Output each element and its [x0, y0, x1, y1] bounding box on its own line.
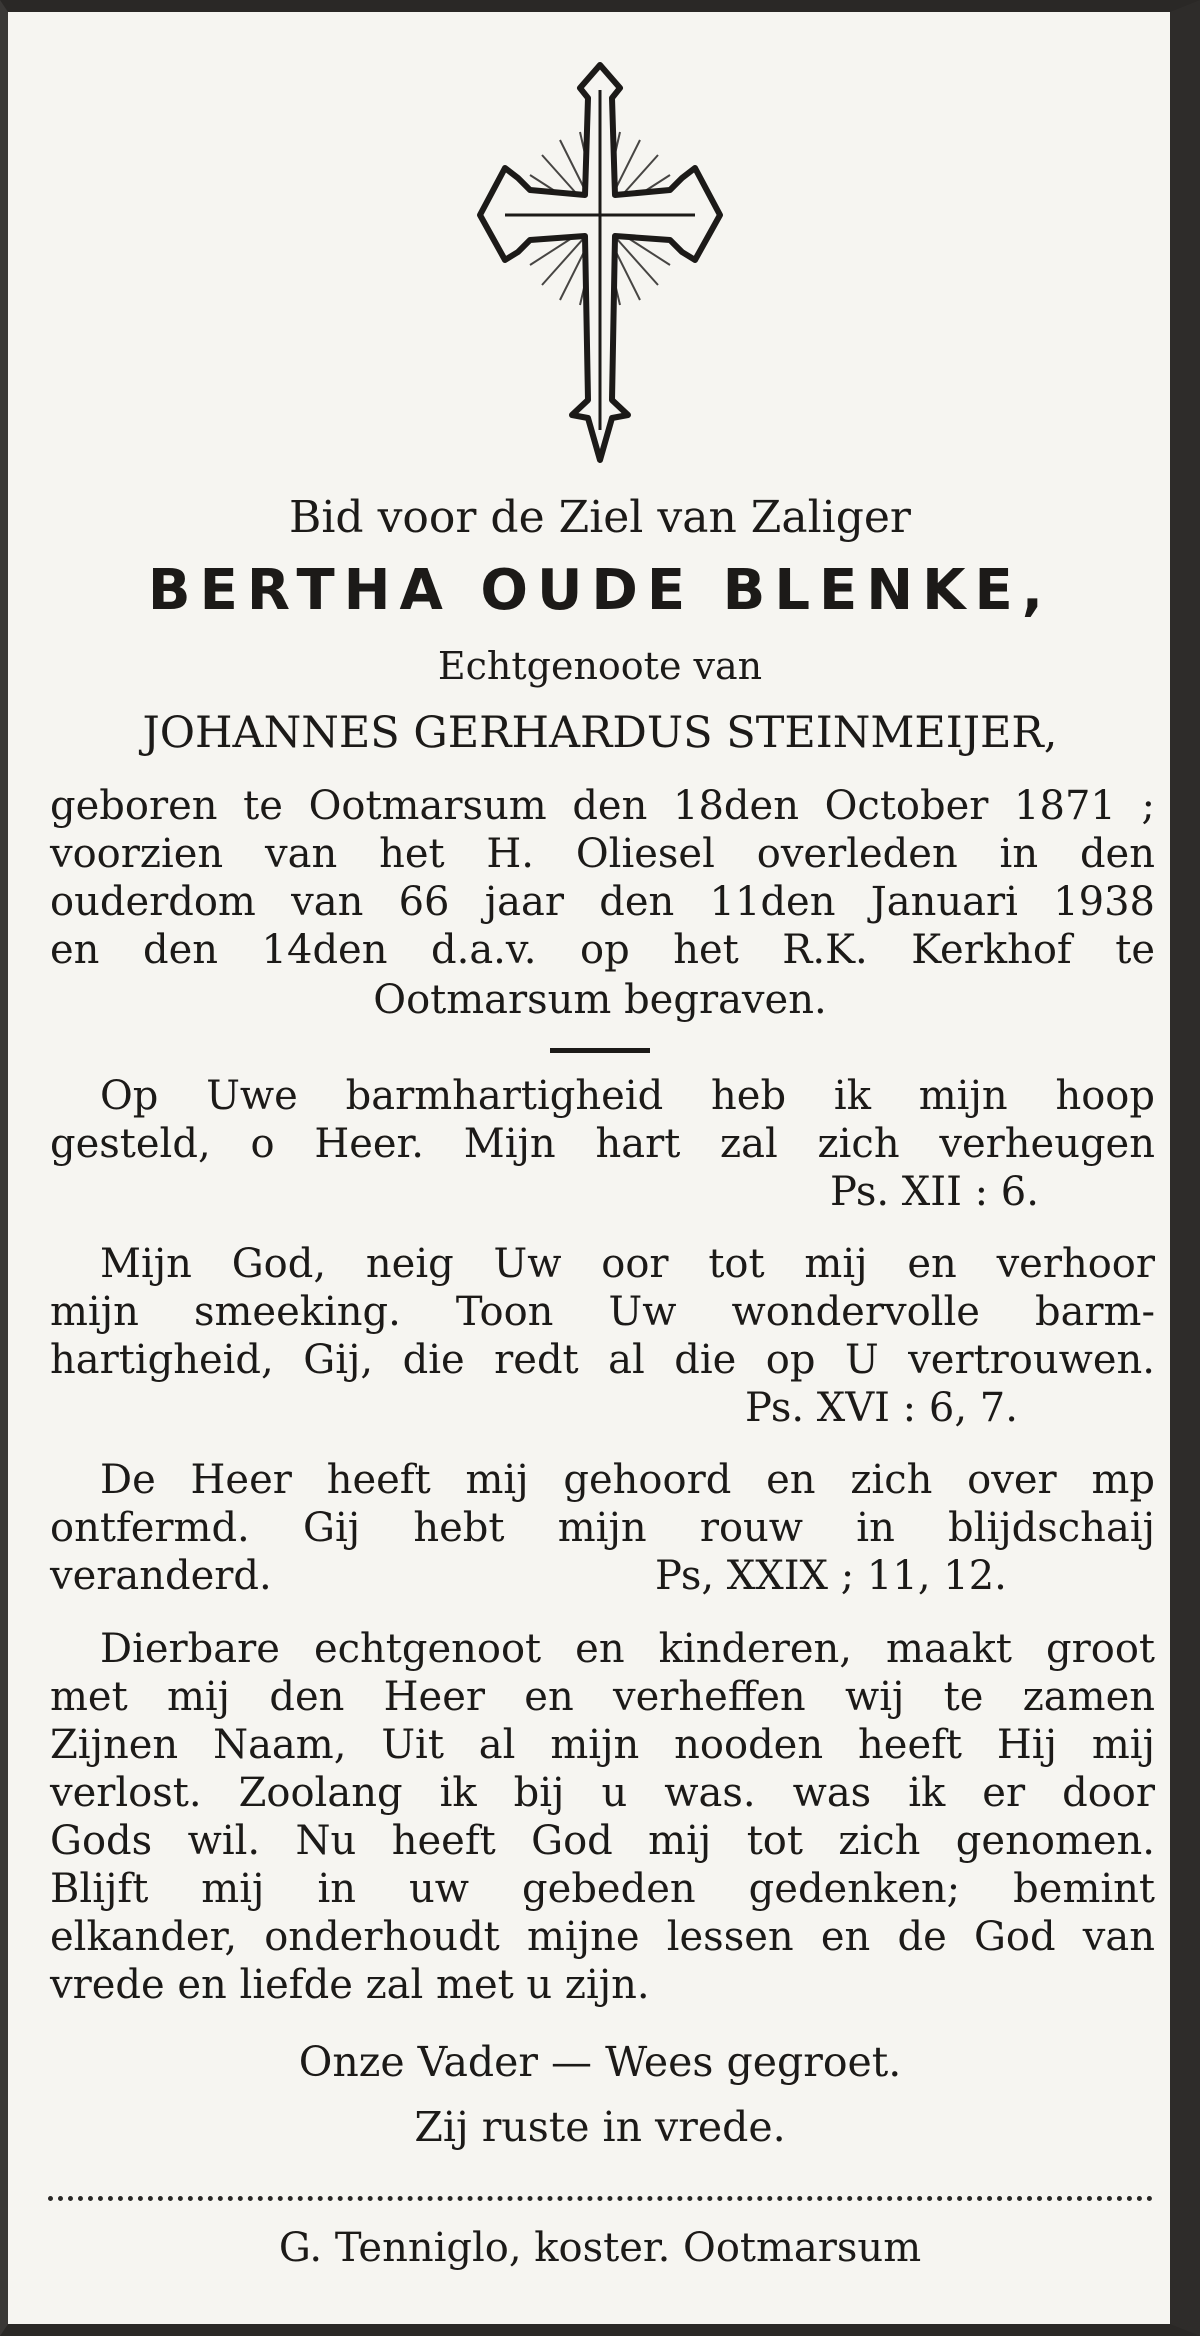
verse-reference: Ps. XVI : 6, 7. [745, 1385, 1018, 1431]
farewell-line: elkander, onderhoudt mijne lessen en de God van [50, 1914, 1155, 1960]
farewell-line: Blijft mij in uw gebeden gedenken; bemint [50, 1866, 1155, 1912]
dotted-divider [48, 2196, 1153, 2201]
invocation: Bid voor de Ziel van Zaliger [289, 492, 911, 543]
farewell-line: met mij den Heer en verheffen wij te zamen [50, 1674, 1155, 1720]
farewell-line: verlost. Zoolang ik bij u was. was ik er door [50, 1770, 1155, 1816]
bio-line: en den 14den d.a.v. op het R.K. Kerkhof te [50, 927, 1155, 973]
farewell-line: Dierbare echtgenoot en kinderen, maakt groot [100, 1626, 1155, 1672]
verse-reference: Ps. XII : 6. [830, 1169, 1039, 1215]
farewell-line: Gods wil. Nu heeft God mij tot zich genomen. [50, 1818, 1155, 1864]
verse-line: De Heer heeft mij gehoord en zich over mp [100, 1457, 1155, 1503]
ornate-cross-icon [470, 60, 730, 470]
verse-line: ontfermd. Gij hebt mijn rouw in blijdschaij [50, 1505, 1155, 1551]
spouse-intro: Echtgenoote van [437, 644, 763, 688]
verse-line: veranderd. [50, 1553, 272, 1599]
verse-line: Mijn God, neig Uw oor tot mij en verhoor [100, 1241, 1155, 1287]
bio-line: geboren te Ootmarsum den 18den October 1871 ; [50, 783, 1155, 829]
spouse-name: JOHANNES GERHARDUS STEINMEIJER, [142, 708, 1058, 758]
verse-line: hartigheid, Gij, die redt al die op U vertrouwen. [50, 1337, 1155, 1383]
bio-line: voorzien van het H. Oliesel overleden in den [50, 831, 1155, 877]
farewell-line: vrede en liefde zal met u zijn. [50, 1962, 650, 2008]
verse-line: Op Uwe barmhartigheid heb ik mijn hoop [100, 1073, 1155, 1119]
verse-line: mijn smeeking. Toon Uw wondervolle barm- [50, 1289, 1155, 1335]
deceased-name: BERTHA OUDE BLENKE, [147, 558, 1053, 623]
printer-credit: G. Tenniglo, koster. Ootmarsum [278, 2225, 922, 2271]
rest-in-peace: Zij ruste in vrede. [414, 2103, 786, 2151]
farewell-line: Zijnen Naam, Uit al mijn nooden heeft Hij mij [50, 1722, 1155, 1768]
verse-reference: Ps, XXIX ; 11, 12. [655, 1553, 1007, 1599]
prayer-line: Onze Vader — Wees gegroet. [298, 2038, 902, 2086]
bio-line: ouderdom van 66 jaar den 11den Januari 1938 [50, 879, 1155, 925]
verse-line: gesteld, o Heer. Mijn hart zal zich verheugen [50, 1121, 1155, 1167]
divider [550, 1048, 650, 1053]
bio-line: Ootmarsum begraven. [373, 977, 827, 1023]
